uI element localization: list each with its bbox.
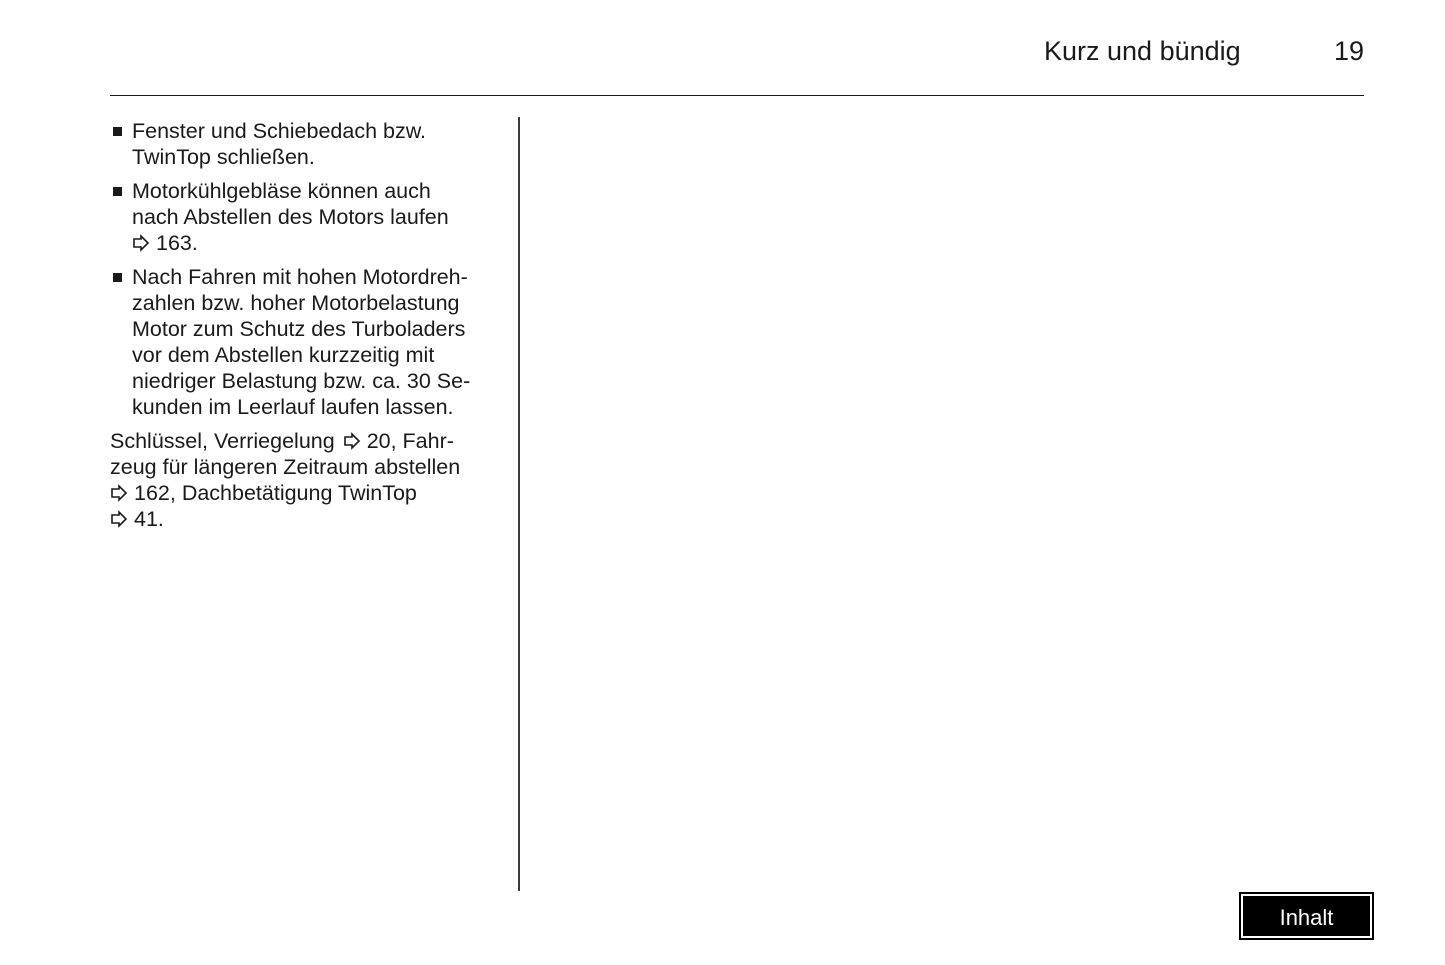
page-number: 19	[1334, 36, 1365, 66]
arrow-right-outline-icon	[343, 432, 361, 450]
inhalt-button[interactable]: Inhalt	[1241, 894, 1372, 938]
reference-page: 163.	[156, 231, 198, 255]
square-bullet-icon	[113, 127, 122, 136]
page-reference-link[interactable]	[132, 230, 510, 256]
bullet-text-line: Motorkühlgebläse können auch	[132, 179, 431, 203]
bullet-text-line: nach Abstellen des Motors laufen	[132, 205, 449, 229]
paragraph-text: 162, Dachbetätigung TwinTop	[134, 481, 417, 505]
column-divider	[518, 117, 520, 891]
page-reference-link[interactable]: 20, Fahr-	[366, 429, 454, 453]
page-reference-link[interactable]	[110, 506, 510, 532]
bullet-text-line: Motor zum Schutz des Turboladers	[132, 317, 466, 341]
arrow-right-outline-icon	[132, 234, 150, 252]
reference-page: 41.	[134, 507, 164, 531]
arrow-right-outline-icon	[110, 484, 128, 502]
bullet-item-1	[110, 118, 510, 170]
bullet-text-line: TwinTop schließen.	[132, 145, 315, 169]
bullet-text-line: vor dem Abstellen kurzzeitig mit	[132, 343, 435, 367]
paragraph-line	[110, 428, 510, 454]
bullet-text-line: zahlen bzw. hoher Motorbelastung	[132, 291, 460, 315]
page-title: Kurz und bündig	[1044, 36, 1241, 66]
paragraph-line: zeug für längeren Zeitraum abstellen	[110, 455, 461, 479]
reference-paragraph	[110, 428, 510, 532]
paragraph-text: Schlüssel, Verriegelung	[110, 429, 335, 453]
bullet-item-2	[110, 178, 510, 256]
square-bullet-icon	[113, 187, 122, 196]
bullet-text-line: Nach Fahren mit hohen Motordreh-	[132, 265, 468, 289]
page-reference-link[interactable]	[110, 480, 510, 506]
bullet-text-line: niedriger Belastung bzw. ca. 30 Se-	[132, 369, 471, 393]
bullet-text-line: kunden im Leerlauf laufen lassen.	[132, 395, 454, 419]
bullet-text-line: Fenster und Schiebedach bzw.	[132, 119, 427, 143]
bullet-item-3	[110, 264, 510, 420]
square-bullet-icon	[113, 273, 122, 282]
header-divider	[110, 95, 1364, 96]
left-column	[110, 118, 510, 532]
arrow-right-outline-icon	[110, 510, 128, 528]
